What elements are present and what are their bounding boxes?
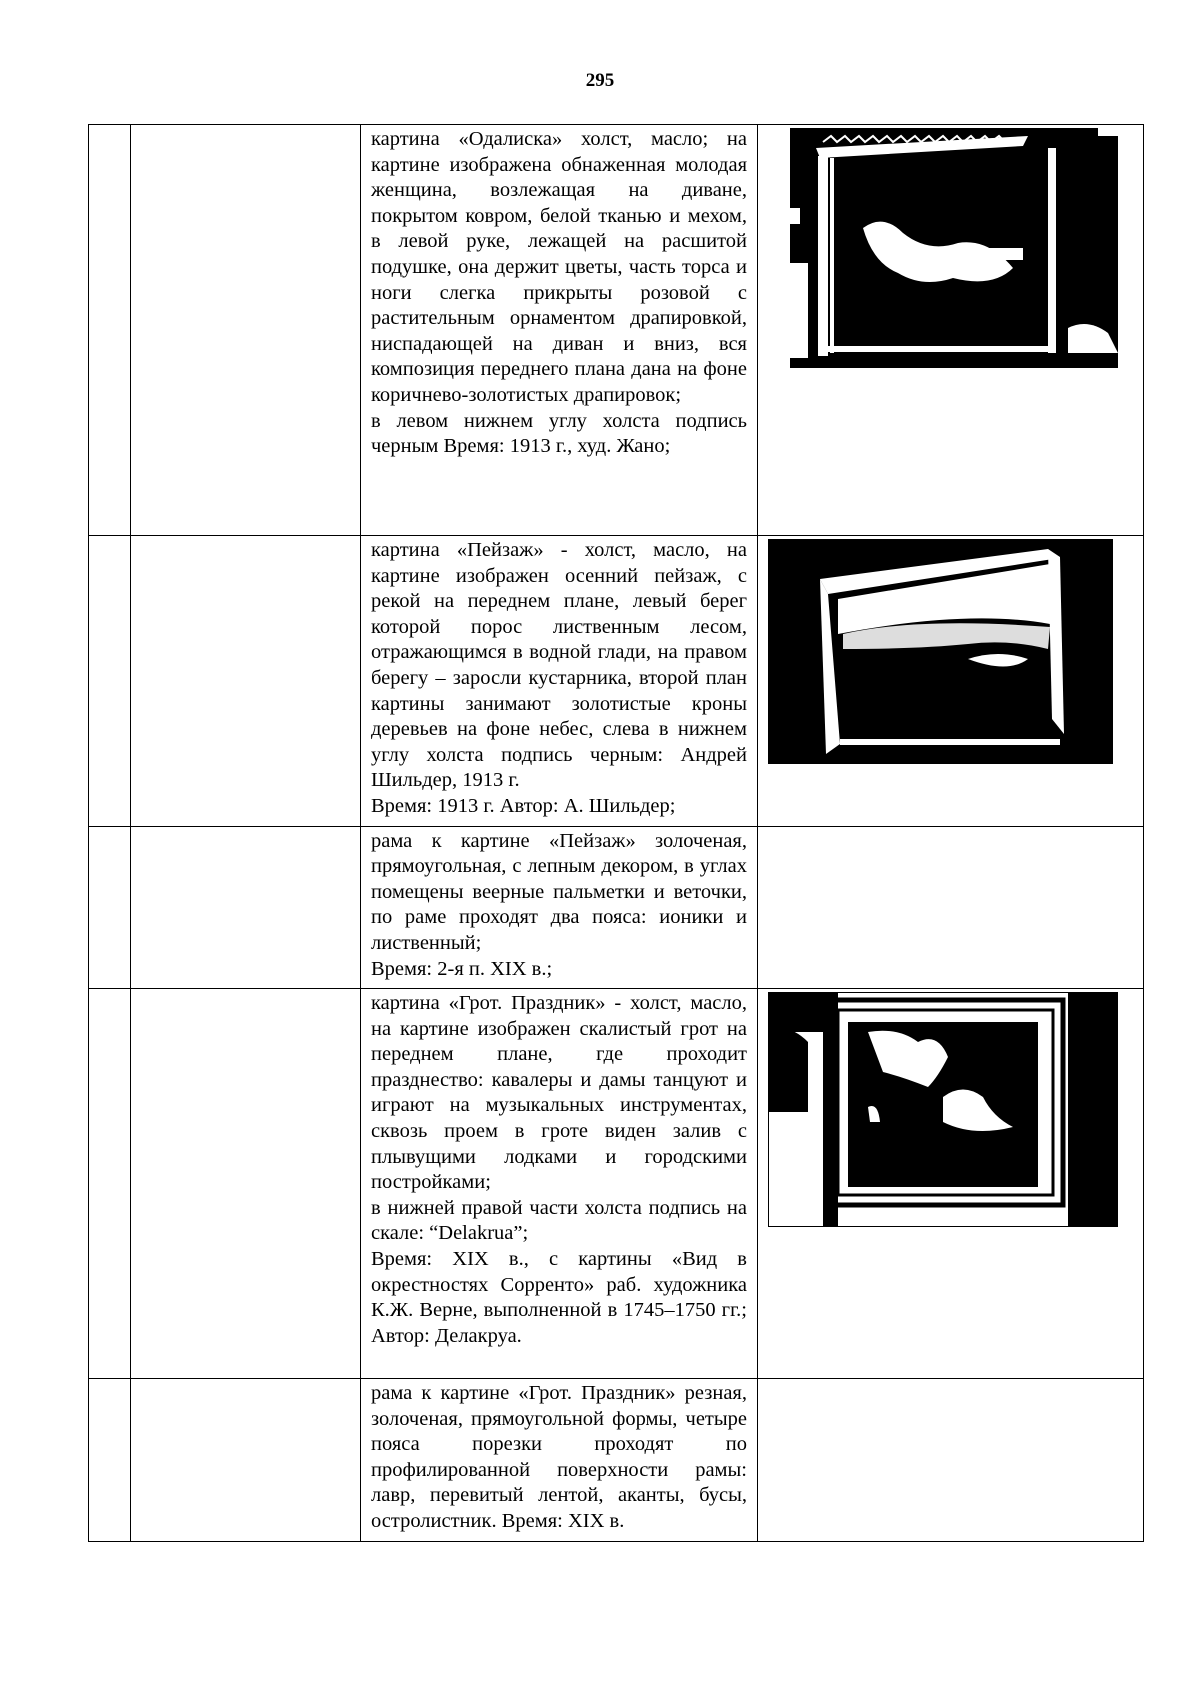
name-cell [131,536,361,827]
photo-cell [758,125,1144,536]
table-row [89,125,1144,536]
description-text: картина «Пейзаж» - холст, масло, на картине изображен осенний пейзаж, с рекой на переднем плане, левый берег которой порос лиственным лесом, отражающимся в водной глади, на правом берегу – заросли кустарника, второй план картины занимают золотистые кроны деревьев на фоне небес, слева в нижнем углу холста подпись черным: Андрей Шильдер, 1913 г. [371,539,747,792]
description-text: в левом нижнем углу холста подпись черным Время: 1913 г., худ. Жано; [371,409,747,458]
table-row [89,536,1144,827]
page-number: 295 [585,70,615,91]
table-row [89,1379,1144,1542]
description-text: рама к картине «Пейзаж» золоченая, прямоугольная, с лепным декором, в углах помещены веерные пальметки и веточки, по раме проходят два пояса: ионики и лиственный; [371,829,747,954]
number-cell [89,989,131,1379]
description-text: рама к картине «Грот. Праздник» резная, золоченая, прямоугольной формы, четыре пояса порезки проходят по профилированной поверхности рамы: лавр, перевитый лентой, аканты, бусы, остролистник. Время: XIX в. [371,1382,747,1533]
number-cell [89,125,131,536]
photo-cell [758,536,1144,827]
description-cell [361,826,758,989]
number-cell [89,1379,131,1542]
name-cell [131,989,361,1379]
photo-cell [758,826,1144,989]
inventory-table [88,124,1144,1542]
description-cell [361,125,758,536]
name-cell [131,826,361,989]
description-text: Время: 1913 г. Автор: А. Шильдер; [371,794,676,817]
table-row [89,989,1144,1379]
description-cell [361,989,758,1379]
name-cell [131,1379,361,1542]
description-text: в нижней правой части холста подпись на скале: “Delakrua”; [371,1196,747,1245]
photo-cell [758,989,1144,1379]
description-text: Время: XIX в., с картины «Вид в окрестностях Сорренто» раб. художника К.Ж. Верне, выполненной в 1745–1750 гг.; Автор: Делакруа. [371,1248,747,1347]
description-text: Время: 2-я п. XIX в.; [371,957,553,980]
name-cell [131,125,361,536]
description-text: картина «Грот. Праздник» - холст, масло, на картине изображен скалистый грот на переднем плане, где проходит празднество: кавалеры и дамы танцуют и играют на музыкальных инструментах, сквозь проем в гроте виден залив с плывущими лодками и городскими постройками; [371,992,747,1194]
description-text: картина «Одалиска» холст, масло; на картине изображена обнаженная молодая женщина, возлежащая на диване, покрытом ковром, белой тканью и мехом, в левой руке, лежащей на расшитой подушке, она держит цветы, часть торса и ноги слегка прикрыты розовой с растительным орнаментом драпировкой, ниспадающей на диван и вниз, вся композиция переднего плана дана на фоне коричнево-золотистых драпировок; [371,128,747,406]
photo-cell [758,1379,1144,1542]
painting-odalisque-photo [768,128,1118,368]
number-cell [89,536,131,827]
description-cell [361,536,758,827]
number-cell [89,826,131,989]
painting-landscape-photo [768,539,1113,764]
table-row [89,826,1144,989]
painting-grotto-photo [768,992,1118,1227]
description-cell [361,1379,758,1542]
